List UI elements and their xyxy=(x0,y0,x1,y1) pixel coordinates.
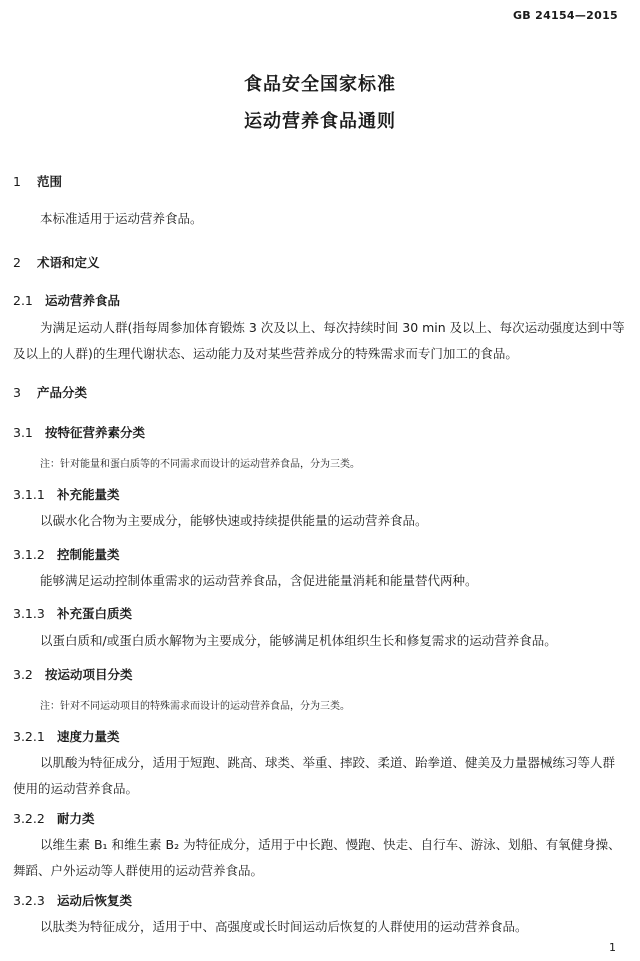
document-number: GB 24154—2015 xyxy=(512,9,618,22)
section-title: 运动后恢复类 xyxy=(57,893,133,908)
section-heading xyxy=(13,545,120,563)
section-number: 3.1.1 xyxy=(13,487,45,502)
section-heading xyxy=(13,891,132,909)
section-number: 1 xyxy=(13,174,21,189)
section-paragraph: 为满足运动人群(指每周参加体育锻炼 3 次及以上、每次持续时间 30 min 及以上、每次运动强度达到中等及以上的人群)的生理代谢状态、运动能力及对某些营养成分的特殊需求而专门加工的食品。 xyxy=(13,320,625,361)
section-note: 注：针对能量和蛋白质等的不同需求而设计的运动营养食品，分为三类。 xyxy=(40,459,360,470)
section-title: 范围 xyxy=(37,174,63,189)
section-note: 注：针对不同运动项目的特殊需求而设计的运动营养食品，分为三类。 xyxy=(40,701,350,712)
section-heading xyxy=(13,172,62,190)
section-number: 3.2.2 xyxy=(13,811,45,826)
section-number: 3.2 xyxy=(13,667,33,682)
section-text: 能够满足运动控制体重需求的运动营养食品，含促进能量消耗和能量替代两种。 xyxy=(40,573,478,588)
section-number: 2 xyxy=(13,255,21,270)
section-paragraph: 以维生素 B₁ 和维生素 B₂ 为特征成分，适用于中长跑、慢跑、快走、自行车、游泳、划船、有氧健身操、舞蹈、户外运动等人群使用的运动营养食品。 xyxy=(13,837,621,878)
section-number: 3.2.1 xyxy=(13,729,45,744)
page-number: 1 xyxy=(609,941,616,954)
section-text: 以碳水化合物为主要成分，能够快速或持续提供能量的运动营养食品。 xyxy=(40,513,428,528)
section-heading xyxy=(13,485,120,503)
section-title: 耐力类 xyxy=(57,811,95,826)
section-text: 以肽类为特征成分，适用于中、高强度或长时间运动后恢复的人群使用的运动营养食品。 xyxy=(40,919,528,934)
section-title: 控制能量类 xyxy=(57,547,120,562)
title-line-1: 食品安全国家标准 xyxy=(244,74,396,95)
section-title: 产品分类 xyxy=(37,385,88,400)
section-title: 补充蛋白质类 xyxy=(57,606,133,621)
section-number: 3.1.3 xyxy=(13,606,45,621)
section-number: 2.1 xyxy=(13,293,33,308)
section-number: 3 xyxy=(13,385,21,400)
section-title: 运动营养食品 xyxy=(45,293,121,308)
title-line-2: 运动营养食品通则 xyxy=(244,111,396,132)
section-number: 3.2.3 xyxy=(13,893,45,908)
section-heading xyxy=(13,809,95,827)
section-paragraph: 以肌酸为特征成分，适用于短跑、跳高、球类、举重、摔跤、柔道、跆拳道、健美及力量器械练习等人群使用的运动营养食品。 xyxy=(13,755,616,796)
section-text: 以蛋白质和/或蛋白质水解物为主要成分，能够满足机体组织生长和修复需求的运动营养食品。 xyxy=(40,633,557,648)
section-title: 补充能量类 xyxy=(57,487,120,502)
section-heading xyxy=(13,727,120,745)
section-heading xyxy=(13,291,120,309)
section-title: 速度力量类 xyxy=(57,729,120,744)
section-title: 按特征营养素分类 xyxy=(45,425,146,440)
section-heading xyxy=(13,423,145,441)
section-heading xyxy=(13,665,133,683)
section-heading xyxy=(13,383,87,401)
section-number: 3.1 xyxy=(13,425,33,440)
section-number: 3.1.2 xyxy=(13,547,45,562)
section-title: 术语和定义 xyxy=(37,255,100,270)
section-heading xyxy=(13,253,100,271)
section-heading xyxy=(13,604,132,622)
section-text: 本标准适用于运动营养食品。 xyxy=(40,211,203,226)
section-title: 按运动项目分类 xyxy=(45,667,133,682)
